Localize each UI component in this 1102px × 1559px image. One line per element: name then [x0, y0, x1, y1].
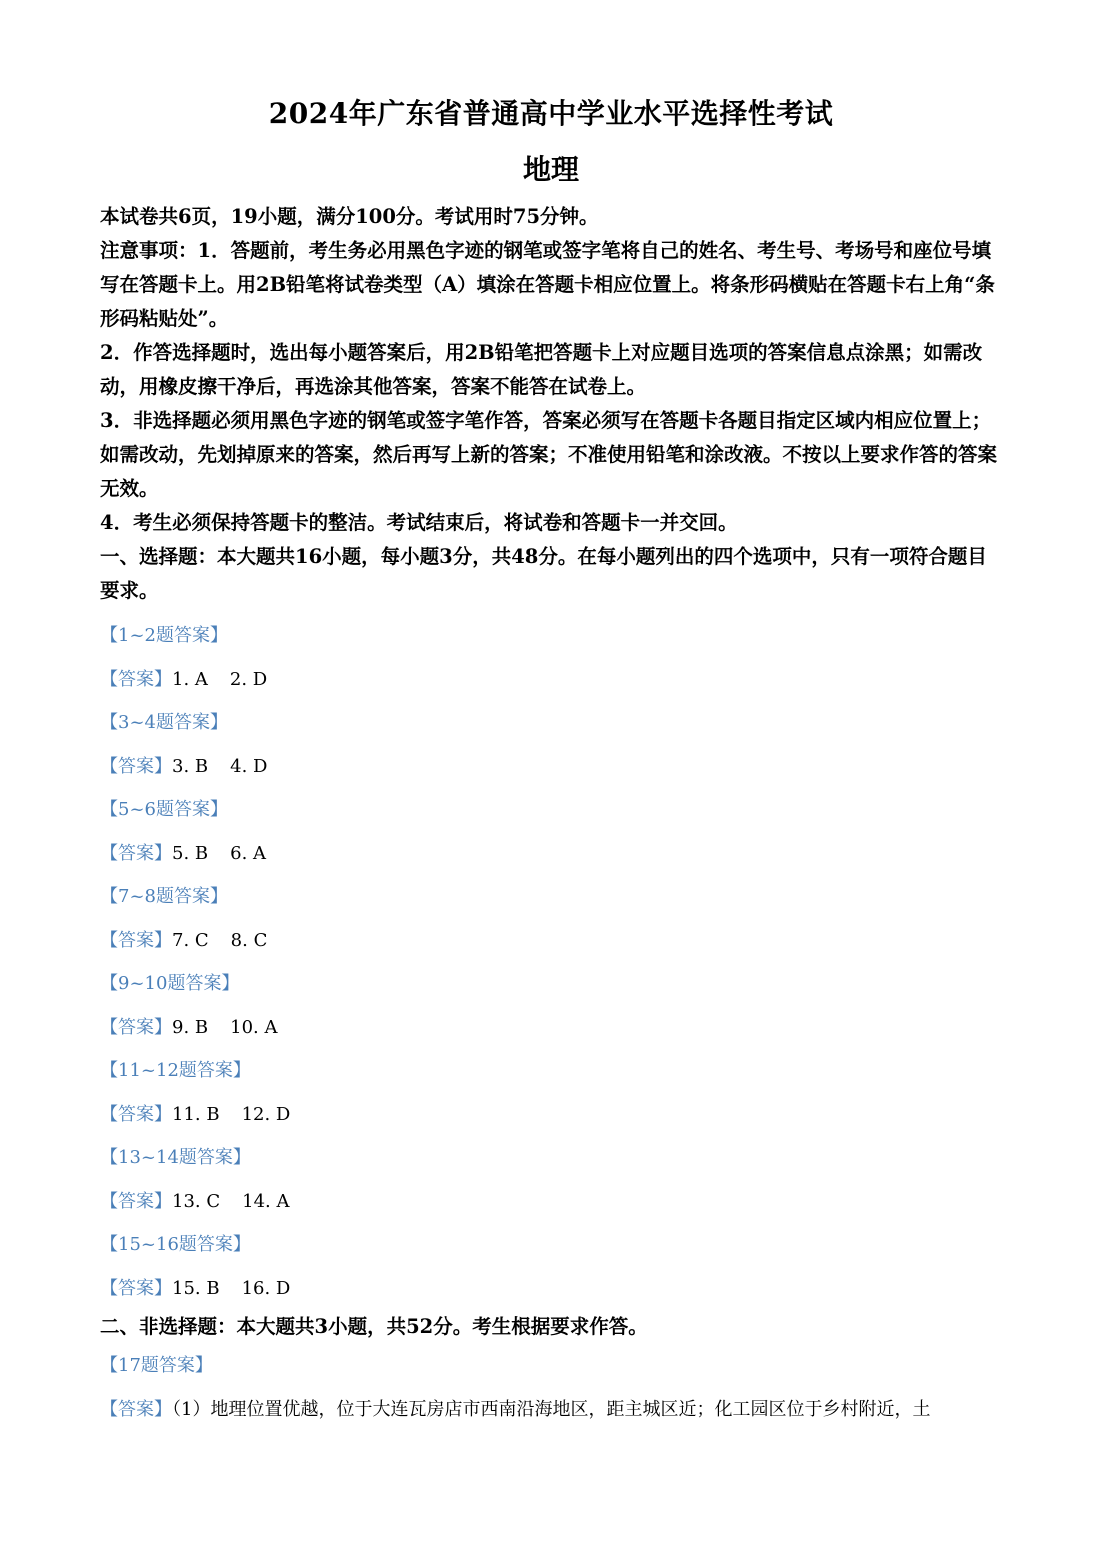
answer-value: 13. C	[172, 1190, 221, 1212]
answer-value: 12. D	[241, 1103, 291, 1125]
answer-tag: 【答案】	[100, 1103, 172, 1125]
answer-value: 4. D	[230, 755, 268, 777]
answer-value: 10. A	[230, 1016, 278, 1038]
answer-value: 5. B	[172, 842, 209, 864]
answer-tag: 【答案】	[100, 1190, 172, 1212]
answer-heading: 【5~6题答案】	[100, 799, 228, 820]
answer-row	[100, 1180, 1002, 1224]
answer-row	[100, 1093, 1002, 1137]
answer-heading: 【9~10题答案】	[100, 973, 240, 994]
answer-value: 7. C	[172, 929, 209, 951]
answer-tag: 【答案】	[100, 668, 172, 690]
answer-list	[100, 614, 1002, 1310]
answer-row	[100, 1267, 1002, 1311]
q17-heading: 【17题答案】	[100, 1355, 213, 1376]
subject-title: 地理	[522, 153, 579, 186]
section-2-heading: 二、非选择题：本大题共3小题，共52分。考生根据要求作答。	[100, 1315, 648, 1338]
answer-heading: 【15~16题答案】	[100, 1234, 251, 1255]
answer-value: 15. B	[172, 1277, 220, 1299]
answer-value: 6. A	[230, 842, 267, 864]
answer-tag: 【答案】	[100, 1277, 172, 1299]
answer-tag: 【答案】	[100, 1398, 172, 1420]
note-4: 4．考生必须保持答题卡的整洁。考试结束后，将试卷和答题卡一并交回。	[100, 511, 738, 534]
answer-value: 9. B	[172, 1016, 209, 1038]
q17-answer-text: （1）地理位置优越，位于大连瓦房店市西南沿海地区，距主城区近；化工园区位于乡村附近，土	[172, 1398, 931, 1420]
answer-heading: 【13~14题答案】	[100, 1147, 251, 1168]
section-1-heading: 一、选择题：本大题共16小题，每小题3分，共48分。在每小题列出的四个选项中，只有一项符合题目要求。	[100, 545, 987, 602]
answer-value: 3. B	[172, 755, 209, 777]
answer-value: 14. A	[242, 1190, 290, 1212]
answer-row	[100, 745, 1002, 789]
answer-tag: 【答案】	[100, 929, 172, 951]
answer-row	[100, 919, 1002, 963]
exam-title: 2024年广东省普通高中学业水平选择性考试	[268, 97, 834, 130]
q17-answer	[100, 1388, 1002, 1432]
note-1: 注意事项：1．答题前，考生务必用黑色字迹的钢笔或签字笔将自己的姓名、考生号、考场号和座位号填写在答题卡上。用2B铅笔将试卷类型（A）填涂在答题卡相应位置上。将条形码横贴在答题卡右上角“条形码粘贴处”。	[100, 239, 995, 330]
answer-row	[100, 658, 1002, 702]
answer-heading: 【1~2题答案】	[100, 625, 228, 646]
answer-heading: 【7~8题答案】	[100, 886, 228, 907]
note-2: 2．作答选择题时，选出每小题答案后，用2B铅笔把答题卡上对应题目选项的答案信息点涂黑；如需改动，用橡皮擦干净后，再选涂其他答案，答案不能答在试卷上。	[100, 341, 983, 398]
answer-value: 16. D	[241, 1277, 291, 1299]
answer-value: 11. B	[172, 1103, 220, 1125]
answer-row	[100, 1006, 1002, 1050]
answer-value: 8. C	[230, 929, 268, 951]
answer-heading: 【11~12题答案】	[100, 1060, 251, 1081]
answer-value: 2. D	[229, 668, 268, 690]
answer-value: 1. A	[172, 668, 208, 690]
answer-row	[100, 832, 1002, 876]
note-3: 3．非选择题必须用黑色字迹的钢笔或签字笔作答，答案必须写在答题卡各题目指定区域内相应位置上；如需改动，先划掉原来的答案，然后再写上新的答案；不准使用铅笔和涂改液。不按以上要求作答的答案无效。	[100, 409, 998, 500]
answer-tag: 【答案】	[100, 1016, 172, 1038]
answer-heading: 【3~4题答案】	[100, 712, 228, 733]
answer-tag: 【答案】	[100, 755, 172, 777]
exam-summary: 本试卷共6页，19小题，满分100分。考试用时75分钟。	[100, 205, 599, 228]
answer-tag: 【答案】	[100, 842, 172, 864]
